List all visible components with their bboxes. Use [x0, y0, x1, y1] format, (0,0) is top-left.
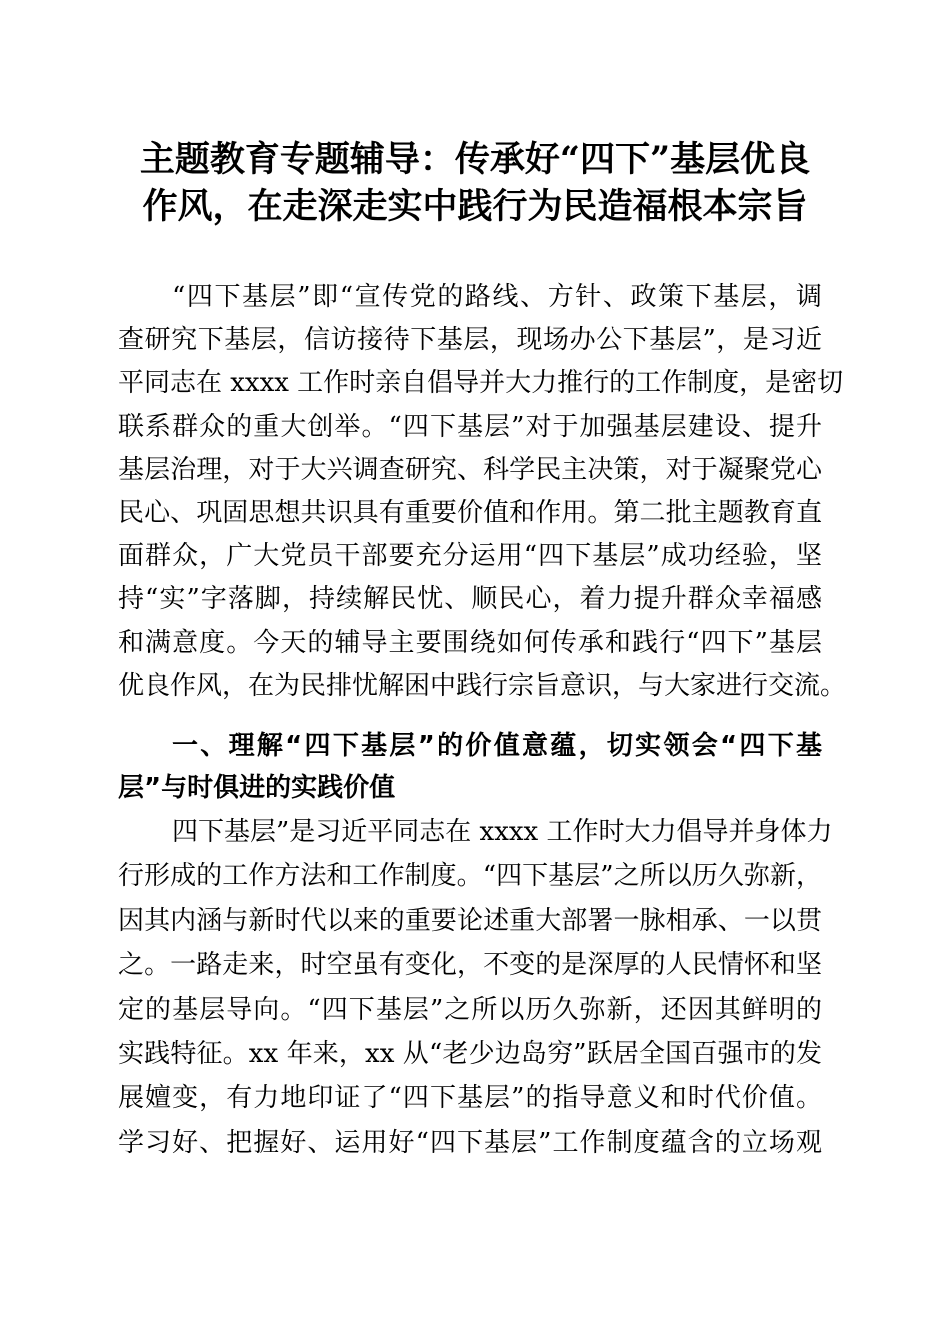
title-line: 作风，在走深走实中践行为民造福根本宗旨	[142, 186, 808, 227]
text-line: 之。一路走来，时空虽有变化，不变的是深厚的人民情怀和坚	[118, 950, 822, 981]
text-line: 实践特征。xx 年来，xx 从“老少边岛穷”跃居全国百强市的发	[118, 1038, 822, 1069]
text-line: 定的基层导向。“四下基层”之所以历久弥新，还因其鲜明的	[118, 994, 822, 1025]
title-line: 主题教育专题辅导：传承好“四下”基层优良	[139, 139, 811, 180]
document-title	[110, 136, 840, 230]
text-line: 展嬗变，有力地印证了“四下基层”的指导意义和时代价值。	[118, 1083, 822, 1114]
text-line: 学习好、把握好、运用好“四下基层”工作制度蕴含的立场观	[118, 1127, 822, 1158]
text-line: 查研究下基层，信访接待下基层，现场办公下基层”，是习近	[118, 325, 822, 356]
text-line: 面群众，广大党员干部要充分运用“四下基层”成功经验，坚	[118, 541, 822, 572]
paragraph-section-1	[118, 810, 833, 1165]
heading-line: 层”与时俱进的实践价值	[118, 773, 396, 803]
text-line: 联系群众的重大创举。“四下基层”对于加强基层建设、提升	[118, 411, 822, 442]
text-line: “四下基层”即“宣传党的路线、方针、政策下基层，调	[172, 282, 822, 312]
text-line: 因其内涵与新时代以来的重要论述重大部署一脉相承、一以贯	[118, 905, 822, 936]
section-heading	[118, 725, 822, 809]
text-line: 基层治理，对于大兴调查研究、科学民主决策，对于凝聚党心	[118, 454, 822, 485]
text-line: 四下基层”是习近平同志在 xxxx 工作时大力倡导并身体力	[172, 817, 833, 847]
heading-line: 一、理解“四下基层”的价值意蕴，切实领会“四下基	[172, 731, 822, 761]
paragraph-intro	[118, 276, 847, 708]
text-line: 平同志在 xxxx 工作时亲自倡导并大力推行的工作制度，是密切	[118, 368, 844, 399]
text-line: 和满意度。今天的辅导主要围绕如何传承和践行“四下”基层	[118, 627, 822, 658]
text-line: 优良作风，在为民排忧解困中践行宗旨意识，与大家进行交流。	[118, 670, 847, 701]
text-line: 行形成的工作方法和工作制度。“四下基层”之所以历久弥新，	[118, 861, 822, 892]
text-line: 持“实”字落脚，持续解民忧、顺民心，着力提升群众幸福感	[118, 584, 822, 615]
text-line: 民心、巩固思想共识具有重要价值和作用。第二批主题教育直	[118, 497, 822, 528]
